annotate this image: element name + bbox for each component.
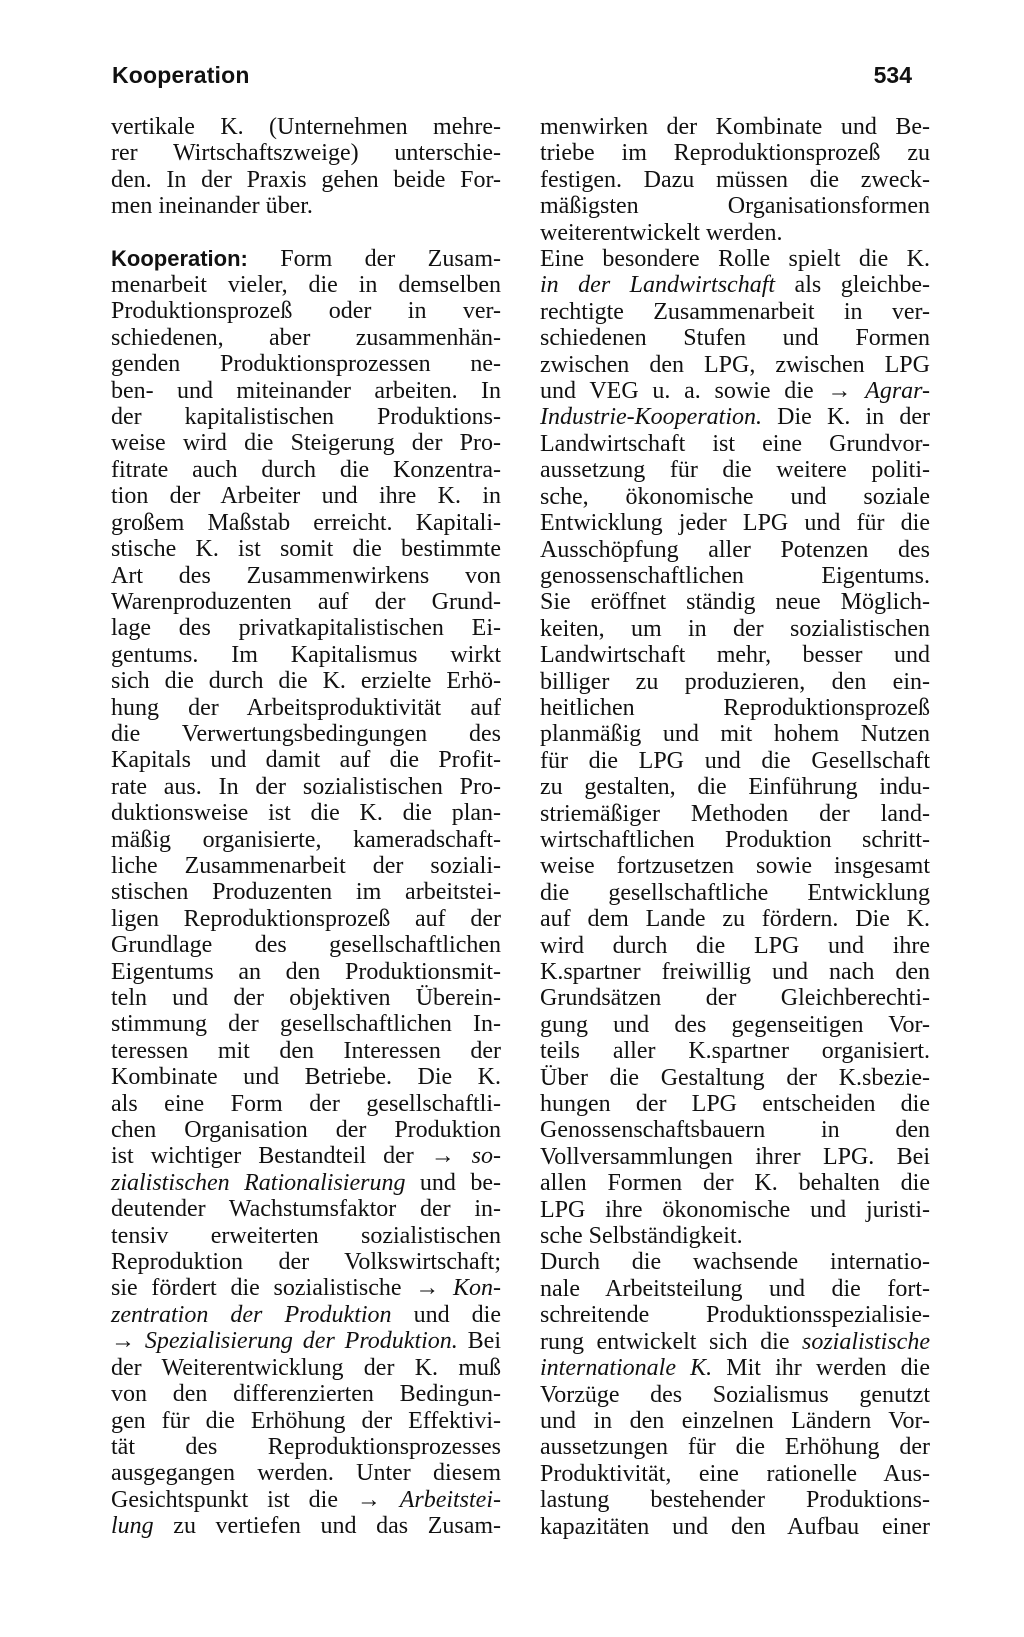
text-line: fitrate auch durch die Konzentra- xyxy=(111,456,501,483)
text-line: für die LPG und die Gesellschaft xyxy=(540,747,930,774)
text-line: schiedenen Stufen und Formen xyxy=(540,325,930,352)
text-line: Eigentums an den Produktionsmit- xyxy=(111,958,501,985)
text-line: menwirken der Kombinate und Be- xyxy=(540,114,930,140)
text-line-with-ref xyxy=(540,378,930,404)
text-line: wirtschaftlichen Produktion schritt- xyxy=(540,826,930,853)
text-line: chen Organisation der Produktion xyxy=(111,1117,501,1144)
right-column xyxy=(540,114,930,1540)
text-line: rer Wirtschaftszweige) unterschie- xyxy=(111,140,501,167)
text-line: Über die Gestaltung der K.sbezie- xyxy=(540,1064,930,1091)
text-line: kapazitäten und den Aufbau einer xyxy=(540,1513,930,1540)
text-line: stische K. ist somit die bestimmte xyxy=(111,536,501,563)
text-line: Warenproduzenten auf der Grund- xyxy=(111,588,501,615)
text-line: festigen. Dazu müssen die zweck- xyxy=(540,166,930,193)
text-line: lastung bestehender Produktions- xyxy=(540,1487,930,1514)
text-line: gung und des gegenseitigen Vor- xyxy=(540,1011,930,1038)
cross-ref-arrow: → xyxy=(413,1143,472,1170)
text-line-with-ref xyxy=(111,1275,501,1301)
text-line-with-ref xyxy=(111,1487,501,1513)
text-line: genden Produktionsprozessen ne- xyxy=(111,351,501,378)
cross-ref-konzentration-cont[interactable]: zentration der Produktion xyxy=(111,1301,392,1328)
cross-ref-spezialisierung[interactable]: Spezialisierung der Produktion. xyxy=(144,1328,458,1355)
text-line: Grundsätzen der Gleichberechti- xyxy=(540,985,930,1012)
text-run: sie fördert die sozialistische xyxy=(111,1275,416,1302)
text-run: Gesichtspunkt ist die xyxy=(111,1486,357,1513)
text-line: planmäßig und mit hohem Nutzen xyxy=(540,721,930,748)
text-line: als eine Form der gesellschaftli- xyxy=(111,1090,501,1117)
text-line: zwischen den LPG, zwischen LPG xyxy=(540,351,930,378)
text-line: nale Arbeitsteilung und die fort- xyxy=(540,1275,930,1302)
paragraph-gap xyxy=(111,220,501,246)
text-line: weise wird die Steigerung der Pro- xyxy=(111,430,501,457)
paragraph-landwirtschaft xyxy=(540,246,930,1249)
paragraph-continuation xyxy=(540,114,930,246)
text-line: Vorzüge des Sozialismus genutzt xyxy=(540,1381,930,1408)
text-line: Genossenschaftsbauern in den xyxy=(540,1117,930,1144)
text-line: von den differenzierten Bedingun- xyxy=(111,1381,501,1408)
text-line: sche Selbständigkeit. xyxy=(540,1223,743,1250)
text-run: als gleichbe- xyxy=(775,272,930,299)
text-line: heitlichen Reproduktionsprozeß xyxy=(540,694,930,721)
text-line-with-ref xyxy=(111,1170,501,1196)
text-line: stischen Produzenten im arbeitstei- xyxy=(111,879,501,906)
running-head: Kooperation xyxy=(112,62,250,88)
text-run: und VEG u. a. sowie die xyxy=(540,378,828,405)
paragraph-international xyxy=(540,1249,930,1539)
text-line: die Verwertungsbedingungen des xyxy=(111,720,501,747)
text-line: Grundlage des gesellschaftlichen xyxy=(111,932,501,959)
text-line: Kombinate und Betriebe. Die K. xyxy=(111,1064,501,1091)
cross-ref-agrar-industrie-cont[interactable]: Industrie-Kooperation. xyxy=(540,404,762,431)
text-line: allen Formen der K. behalten die xyxy=(540,1170,930,1197)
cross-ref-arrow: → xyxy=(111,1328,145,1355)
text-line-with-ref xyxy=(540,404,930,430)
text-line: teils aller K.spartner organisiert. xyxy=(540,1038,930,1065)
text-line: Kapitals und damit auf die Profit- xyxy=(111,747,501,774)
cross-ref-arrow: → xyxy=(356,1486,400,1513)
text-line: den. In der Praxis gehen beide For- xyxy=(111,166,501,193)
text-line: Art des Zusammenwirkens von xyxy=(111,562,501,589)
text-line: mäßig organisierte, kameradschaft- xyxy=(111,826,501,853)
text-run: Die K. in der xyxy=(762,404,930,431)
text-run: zu vertiefen und das Zusam- xyxy=(153,1513,501,1540)
text-run: Bei xyxy=(457,1328,502,1355)
text-line: Landwirtschaft ist eine Grundvor- xyxy=(540,430,930,457)
cross-ref-arrow: → xyxy=(415,1275,453,1302)
text-line: schreitende Produktionsspezialisie- xyxy=(540,1302,930,1329)
cross-ref-arbeitsteilung-cont[interactable]: lung xyxy=(111,1513,154,1540)
text-line: Sie eröffnet ständig neue Möglich- xyxy=(540,589,930,616)
text-line-with-ref xyxy=(540,1355,930,1381)
lemma-kooperation: Kooperation: xyxy=(111,245,248,271)
text-line-with-ref xyxy=(540,1329,930,1355)
text-line: K.spartner freiwillig und nach den xyxy=(540,959,930,985)
text-line: duktionsweise ist die K. die plan- xyxy=(111,800,501,827)
text-line: tensiv erweiterten sozialistischen xyxy=(111,1222,501,1249)
text-line: großem Maßstab erreicht. Kapitali- xyxy=(111,509,501,536)
left-column xyxy=(111,114,501,1540)
text-line: vertikale K. (Unternehmen mehre- xyxy=(111,114,501,140)
text-line-with-ref xyxy=(111,1302,501,1328)
text-line: sich die durch die K. erzielte Erhö- xyxy=(111,668,501,695)
text-line: liche Zusammenarbeit der soziali- xyxy=(111,852,501,879)
text-line: LPG ihre ökonomische und juristi- xyxy=(540,1196,930,1223)
text-line: gentums. Im Kapitalismus wirkt xyxy=(111,641,501,668)
text-line: mäßigsten Organisationsformen xyxy=(540,193,930,220)
text-line: Produktionsprozeß oder in ver- xyxy=(111,298,501,325)
cross-ref-sozialistische-rationalisierung-cont[interactable]: zialistischen Rationalisierung xyxy=(111,1169,406,1196)
text-line: weise fortzusetzen sowie insgesamt xyxy=(540,853,930,880)
text-line: rate aus. In der sozialistischen Pro- xyxy=(111,773,501,800)
text-line: deutender Wachstumsfaktor der in- xyxy=(111,1196,501,1223)
text-line: Entwicklung jeder LPG und für die xyxy=(540,510,930,537)
text-line: striemäßiger Methoden der land- xyxy=(540,800,930,827)
text-line: Durch die wachsende internatio- xyxy=(540,1249,930,1276)
text-line: die gesellschaftliche Entwicklung xyxy=(540,879,930,906)
text-line: tät des Reproduktionsprozesses xyxy=(111,1433,501,1460)
cross-ref-arrow: → xyxy=(827,378,866,405)
text-line: Vollversammlungen ihrer LPG. Bei xyxy=(540,1143,930,1170)
cross-ref-konzentration[interactable]: Kon- xyxy=(453,1275,501,1302)
text-line-with-ref xyxy=(111,1513,501,1539)
text-line: sche, ökonomische und soziale xyxy=(540,483,930,510)
text-line: stimmung der gesellschaftlichen In- xyxy=(111,1011,501,1038)
text-run: rung entwickelt sich die xyxy=(540,1328,802,1355)
cross-ref-sozialistische-rationalisierung[interactable]: so- xyxy=(471,1143,501,1170)
cross-ref-landwirtschaft[interactable]: in der Landwirtschaft xyxy=(540,272,776,299)
text-line-with-ref xyxy=(111,1143,501,1169)
text-line: aussetzungen für die Erhöhung der xyxy=(540,1434,930,1461)
text-line: gen für die Erhöhung der Effektivi- xyxy=(111,1407,501,1434)
text-line: Reproduktion der Volkswirtschaft; xyxy=(111,1249,501,1276)
page-number: 534 xyxy=(873,62,912,88)
cross-ref-internationale-kooperation[interactable]: sozialistische xyxy=(801,1328,930,1355)
text-line: schiedenen, aber zusammenhän- xyxy=(111,324,501,351)
text-run: und die xyxy=(391,1301,501,1328)
text-line: hung der Arbeitsproduktivität auf xyxy=(111,694,501,721)
text-line: weiterentwickelt werden. xyxy=(540,219,783,246)
cross-ref-agrar-industrie[interactable]: Agrar- xyxy=(865,378,931,405)
text-run: ist wichtiger Bestandteil der xyxy=(111,1143,414,1170)
text-line: Eine besondere Rolle spielt die K. xyxy=(540,246,930,273)
text-line: hungen der LPG entscheiden die xyxy=(540,1091,930,1118)
text-line: keiten, um in der sozialistischen xyxy=(540,615,930,642)
text-line-with-ref xyxy=(540,272,930,298)
text-line: ausgegangen werden. Unter diesem xyxy=(111,1460,501,1487)
text-line: Landwirtschaft mehr, besser und xyxy=(540,642,930,669)
text-line: lage des privatkapitalistischen Ei- xyxy=(111,615,501,642)
text-line: rechtigte Zusammenarbeit in ver- xyxy=(540,298,930,325)
entry-kooperation xyxy=(111,246,501,1540)
text-line: men ineinander über. xyxy=(111,193,313,220)
text-line: der kapitalistischen Produktions- xyxy=(111,404,501,431)
text-line: Ausschöpfung aller Potenzen des xyxy=(540,536,930,563)
text-run: Mit ihr werden die xyxy=(712,1355,930,1382)
text-line: ben- und miteinander arbeiten. In xyxy=(111,377,501,404)
text-line: triebe im Reproduktionsprozeß zu xyxy=(540,140,930,167)
text-line: der Weiterentwicklung der K. muß xyxy=(111,1354,501,1381)
text-line: genossenschaftlichen Eigentums. xyxy=(540,562,930,589)
text-line: zu gestalten, die Einführung indu- xyxy=(540,774,930,801)
text-line: ligen Reproduktionsprozeß auf der xyxy=(111,905,501,932)
text-line: menarbeit vieler, die in demselben xyxy=(111,272,501,299)
text-line: auf dem Lande zu fördern. Die K. xyxy=(540,906,930,933)
cross-ref-internationale-kooperation-cont[interactable]: internationale K. xyxy=(540,1355,713,1382)
text-line: teressen mit den Interessen der xyxy=(111,1037,501,1064)
text-line-with-ref xyxy=(111,1328,501,1354)
text-run: und be- xyxy=(405,1169,501,1196)
text-line: Produktivität, eine rationelle Aus- xyxy=(540,1460,930,1487)
text-line: teln und der objektiven Überein- xyxy=(111,985,501,1011)
entry-first-line xyxy=(111,246,501,272)
text-run: Form der Zusam- xyxy=(247,245,501,272)
text-line: tion der Arbeiter und ihre K. in xyxy=(111,483,501,510)
text-line: billiger zu produzieren, den ein- xyxy=(540,668,930,695)
text-line: und in den einzelnen Ländern Vor- xyxy=(540,1407,930,1434)
text-line: wird durch die LPG und ihre xyxy=(540,932,930,959)
text-line: aussetzung für die weitere politi- xyxy=(540,457,930,484)
paragraph-continuation xyxy=(111,114,501,220)
cross-ref-arbeitsteilung[interactable]: Arbeitstei- xyxy=(399,1486,501,1513)
